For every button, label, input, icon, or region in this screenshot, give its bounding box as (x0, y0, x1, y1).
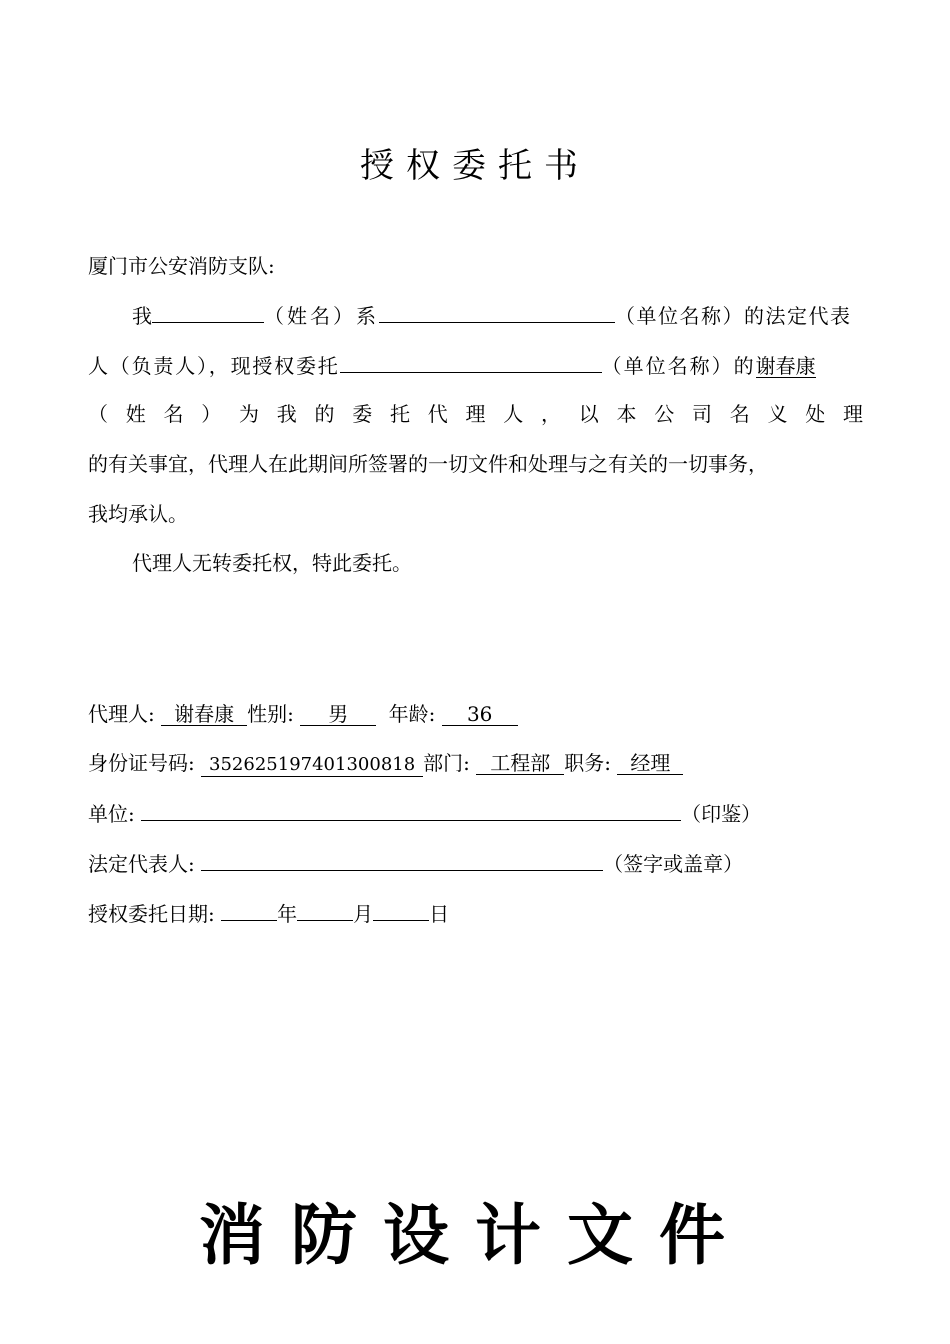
text: （单位名称）的法定代表 (615, 304, 852, 328)
text: （姓名）系 (264, 304, 379, 328)
para2: 代理人无转委托权，特此委托。 (132, 551, 412, 575)
spread-char: 人 (503, 402, 524, 426)
dept-label: 部门: (423, 751, 470, 775)
para1-line5: 我均承认。 (88, 502, 188, 526)
spread-char: 义 (767, 402, 788, 426)
agent-name: 谢春康 (161, 703, 247, 726)
text: 我 (132, 304, 152, 328)
document-title: 授权委托书 (360, 146, 590, 186)
position-label: 职务: (564, 751, 611, 775)
spread-char: 委 (352, 402, 373, 426)
spread-char: 代 (427, 402, 448, 426)
dept-value: 工程部 (476, 752, 564, 775)
day-blank (373, 898, 429, 921)
day-label: 日 (429, 902, 450, 926)
spread-char: ， (541, 402, 561, 426)
unit-blank (141, 798, 681, 821)
spread-char: 理 (465, 402, 486, 426)
legal-suffix: （签字或盖章） (603, 852, 744, 876)
name-blank (152, 300, 264, 323)
id-row (88, 749, 683, 777)
spread-char: 公 (654, 402, 675, 426)
date-row (88, 898, 449, 928)
agent-label: 代理人: (88, 702, 155, 726)
unit-row (88, 798, 761, 828)
id-label: 身份证号码: (88, 751, 195, 775)
gender-label: 性别: (247, 702, 294, 726)
unit-suffix: （印鉴） (681, 802, 762, 826)
date-label: 授权委托日期: (88, 902, 215, 926)
spread-char: 本 (616, 402, 637, 426)
legal-label: 法定代表人: (88, 852, 195, 876)
year-blank (221, 898, 277, 921)
spread-char: 为 (239, 402, 259, 426)
agent-name-inline: 谢春康 (755, 354, 816, 378)
age-value: 36 (442, 703, 518, 726)
para1-line4: 的有关事宜，代理人在此期间所签署的一切文件和处理与之有关的一切事务， (88, 452, 768, 476)
footer-title: 消防设计文件 (199, 1197, 751, 1274)
spread-char: 处 (805, 402, 826, 426)
gender-value: 男 (300, 703, 376, 726)
legal-blank (201, 848, 603, 871)
position-value: 经理 (617, 752, 683, 775)
spread-char: 名 (163, 402, 184, 426)
spread-char: （ (88, 402, 108, 426)
legal-rep-row (88, 848, 743, 878)
unit-name-blank (379, 300, 615, 323)
spread-char: 名 (729, 402, 750, 426)
spread-char: 托 (390, 402, 410, 426)
month-blank (297, 898, 353, 921)
para1-line3 (88, 400, 863, 428)
para1-line2 (88, 350, 816, 380)
spread-char: 的 (314, 402, 335, 426)
text: （单位名称）的 (601, 354, 756, 378)
spread-char: 以 (578, 402, 599, 426)
text: 人（负责人），现授权委托 (88, 354, 340, 378)
year-label: 年 (277, 902, 298, 926)
month-label: 月 (353, 902, 374, 926)
age-label: 年龄: (388, 702, 436, 726)
spread-char: 司 (692, 402, 712, 426)
id-value: 352625197401300818 (201, 754, 423, 777)
agent-row (88, 700, 518, 728)
spread-char: ） (201, 402, 222, 426)
spread-char: 我 (276, 402, 297, 426)
unit-label: 单位: (88, 802, 135, 826)
para1-line1 (132, 300, 852, 330)
spread-char: 理 (843, 402, 863, 426)
addressee: 厦门市公安消防支队: (88, 254, 275, 278)
agent-unit-blank (340, 350, 602, 373)
spread-char: 姓 (125, 402, 146, 426)
